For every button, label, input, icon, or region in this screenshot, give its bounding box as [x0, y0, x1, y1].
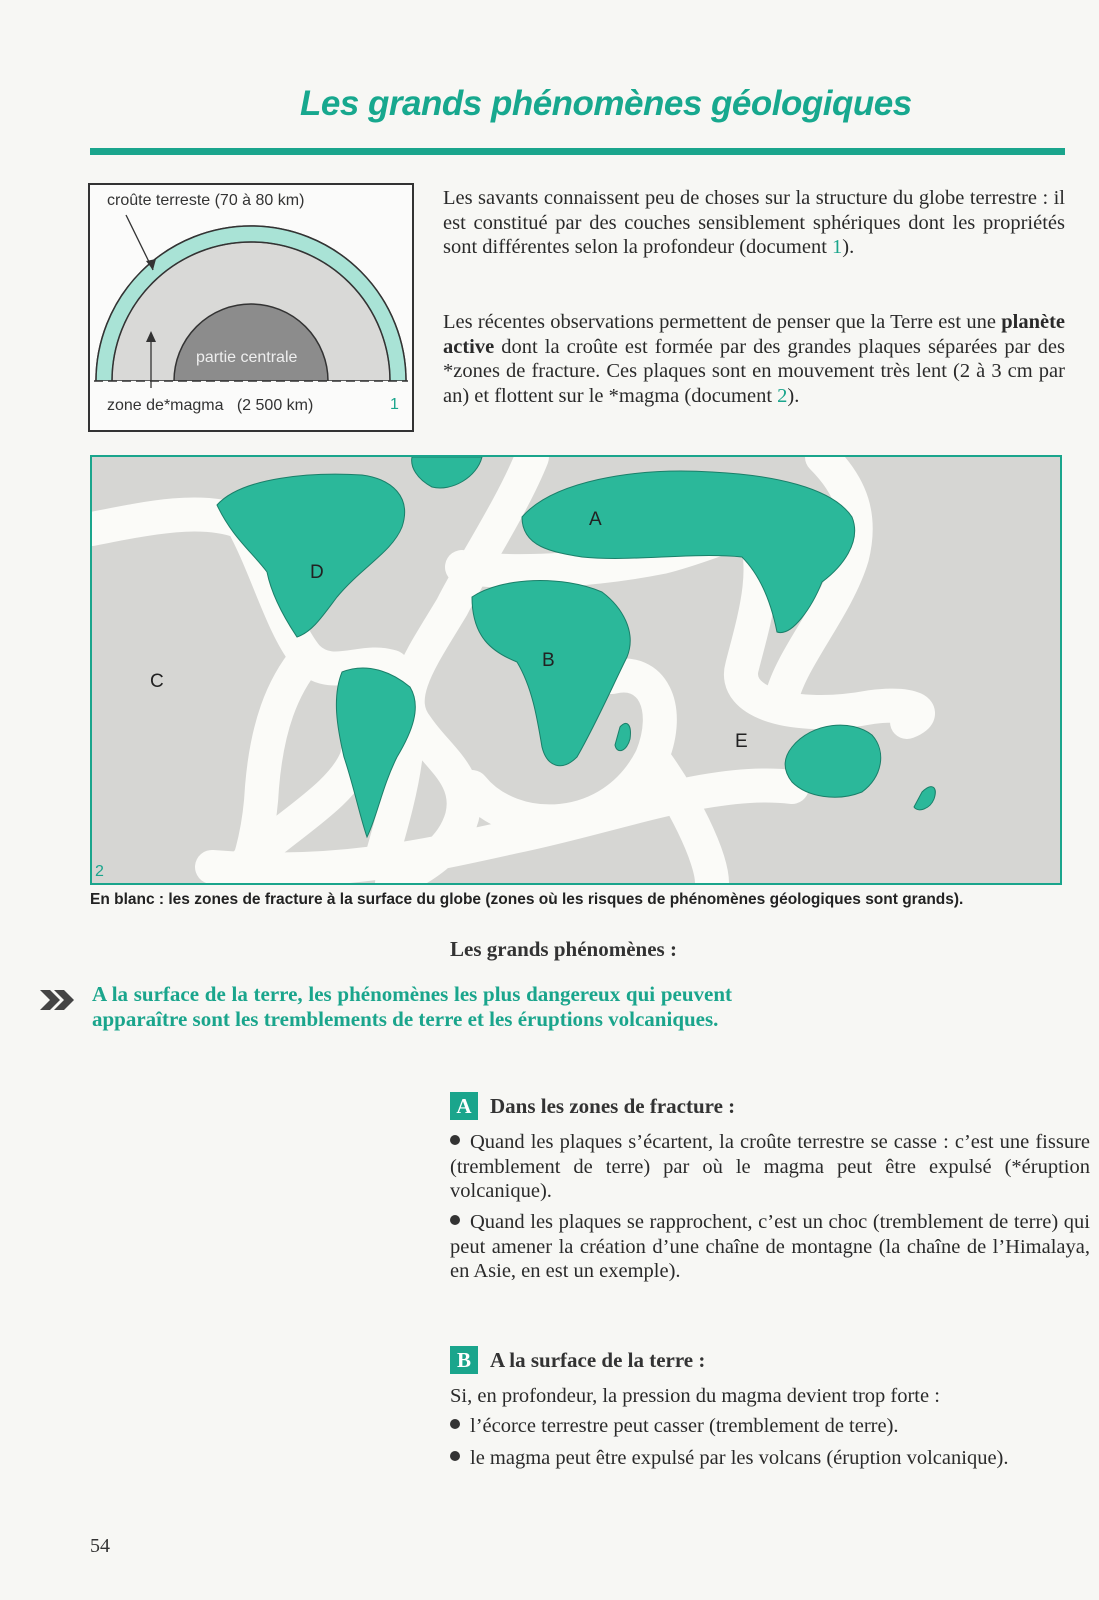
intro-p1-docref: 1	[832, 236, 843, 258]
section-b-title: A la surface de la terre :	[490, 1348, 706, 1372]
bullet-dot	[450, 1419, 460, 1429]
intro-paragraph-1	[443, 186, 1065, 260]
section-b-bullet	[450, 1446, 1090, 1471]
intro-p2-a: Les récentes observations permettent de penser que la Terre est une	[443, 311, 1002, 333]
section-a-heading	[450, 1092, 735, 1120]
bullet-dot	[450, 1215, 460, 1225]
title-rule	[90, 148, 1065, 155]
page-number: 54	[90, 1535, 110, 1557]
page-title: Les grands phénomènes géologiques	[300, 84, 912, 123]
map-caption: En blanc : les zones de fracture à la surface du globe (zones où les risques de phénomènes géologiques sont grands).	[90, 891, 964, 908]
section-a-bullet-text: Quand les plaques se rapprochent, c’est un choc (tremblement de terre) qui peut amener la création d’une chaîne de montagne (la chaîne de l’Himalaya, en Asie, en est un exemple).	[450, 1211, 1090, 1282]
bullet-dot	[450, 1451, 460, 1461]
africa-shape	[472, 581, 630, 766]
earth-cross-section-svg	[90, 185, 412, 430]
doc-number-2: 2	[95, 863, 104, 880]
greenland-shape	[412, 457, 482, 488]
section-a-bullet	[450, 1210, 1090, 1284]
section-b-bullet-text: le magma peut être expulsé par les volcans (éruption volcanique).	[470, 1447, 1009, 1469]
new-zealand-shape	[914, 787, 935, 810]
earth-structure-diagram	[88, 183, 414, 432]
intro-p2-b: dont la croûte est formée par des grandes plaques séparées par des *zones de fracture. Ces plaques sont en mouvement très lent (2 à 3 cm par an) et flottent sur le *magma (document	[443, 335, 1065, 407]
section-b-intro: Si, en profondeur, la pression du magma devient trop forte :	[450, 1385, 940, 1407]
section-a-bullet	[450, 1130, 1090, 1204]
section-b-heading	[450, 1346, 705, 1374]
double-arrow-icon	[40, 988, 80, 1012]
section-a-title: Dans les zones de fracture :	[490, 1094, 736, 1118]
intro-p2-end: ).	[787, 384, 800, 407]
australia-shape	[785, 725, 880, 797]
plate-label-b: B	[542, 650, 555, 671]
core-label: partie centrale	[196, 349, 298, 366]
plate-label-e: E	[735, 731, 748, 752]
crust-label: croûte terreste (70 à 80 km)	[107, 192, 305, 209]
world-plates-svg	[92, 457, 1060, 883]
magma-label: zone de*magma (2 500 km)	[107, 397, 314, 414]
phenomena-highlight: A la surface de la terre, les phénomènes les plus dangereux qui peuvent apparaître sont les tremblements de terre et les éruptions volcaniques.	[92, 982, 732, 1031]
intro-p1-text: Les savants connaissent peu de choses sur la structure du globe terrestre : il est constitué par des couches sensiblement sphériques dont les propriétés sont différentes selon la profondeur (document	[443, 187, 1065, 258]
bullet-dot	[450, 1135, 460, 1145]
intro-p2-docref: 2	[777, 384, 788, 407]
tectonic-map	[90, 455, 1062, 885]
plate-label-a: A	[589, 509, 602, 530]
intro-p2-bold: planète active	[443, 311, 1065, 358]
phenomena-subheading: Les grands phénomènes :	[450, 937, 677, 961]
doc-number-1: 1	[390, 396, 399, 413]
section-a-bullet-text: Quand les plaques s’écartent, la croûte terrestre se casse : c’est une fissure (tremblement de terre) par où le magma peut être expulsé (*éruption volcanique).	[450, 1131, 1090, 1202]
madagascar-shape	[615, 723, 630, 750]
plate-label-c: C	[150, 671, 164, 692]
intro-p1-end: ).	[842, 236, 855, 258]
section-a-badge: A	[450, 1092, 478, 1120]
section-b-badge: B	[450, 1346, 478, 1374]
section-b-bullet	[450, 1414, 1090, 1439]
plate-label-d: D	[310, 562, 324, 583]
section-b-bullet-text: l’écorce terrestre peut casser (tremblement de terre).	[470, 1415, 899, 1437]
intro-paragraph-2	[443, 310, 1065, 408]
